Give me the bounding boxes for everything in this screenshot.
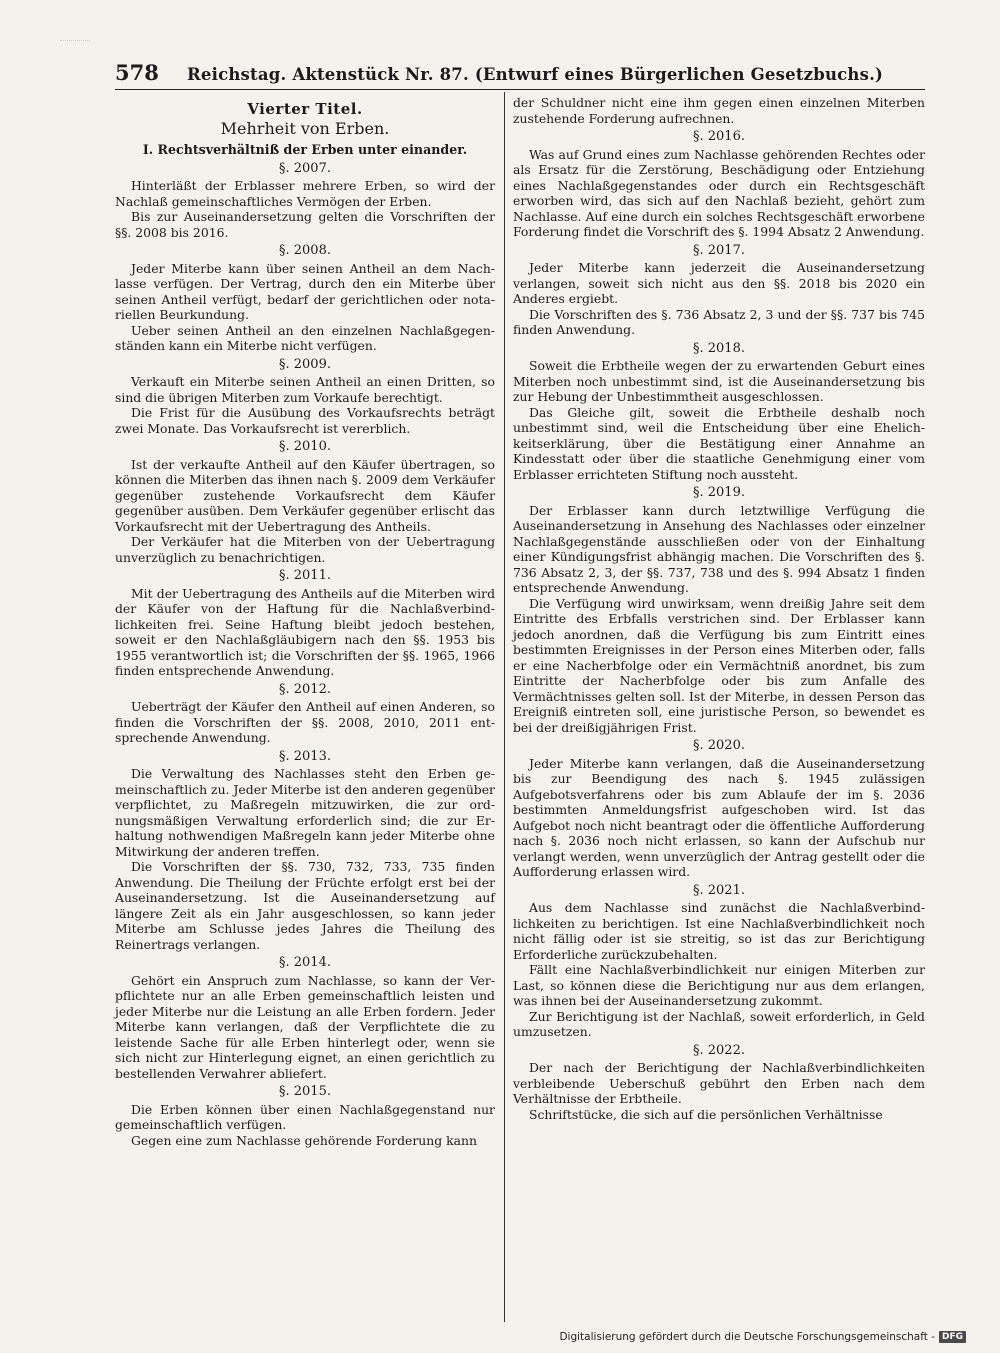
paragraph-text: Die Erben können über einen Nachlaßgegenstand nur gemeinschaftlich verfügen.	[115, 1101, 495, 1132]
paragraph-number: §. 2020.	[693, 738, 745, 753]
paragraph-text: Die Verwaltung des Nachlasses steht den Erben gemeinschaftlich zu. Jeder Miterbe ist den anderen gegenüber verpflichtet, zu Maßregeln mitzuwirken, die zur ordnungsmäßigen Verwaltung erforderlich sind; die zur Erhaltung nothwendigen Maßregeln kann jeder Miterbe ohne Mitwirkung der anderen treffen.	[115, 766, 495, 859]
digitization-footer	[559, 1331, 966, 1343]
paragraph-number: §. 2009.	[279, 356, 331, 372]
paragraph-text: Bis zur Auseinandersetzung gelten die Vorschriften der §§. 2008 bis 2016.	[115, 209, 495, 240]
paragraph-number: §. 2013.	[279, 748, 331, 764]
footer-credit: Digitalisierung gefördert durch die Deutsche Forschungsgemeinschaft -	[559, 1331, 935, 1343]
paragraph-text: Die Vorschriften der §§. 730, 732, 733, 735 finden Anwendung. Die Theilung der Früchte erfolgt erst bei der Auseinandersetzung. Ist die Auseinandersetzung auf längere Zeit als ein Jahr ausgeschlossen, so kann jeder Miterbe am Schlusse jedes Jahres die Theilung des Reinertrags verlangen.	[115, 859, 495, 952]
paragraph-text: Die Verfügung wird unwirksam, wenn dreißig Jahre seit dem Eintritte des Erbfalls verstrichen sind. Der Erblasser kann jedoch anordnen, daß die Verfügung bis zum Eintritt eines bestimmten Ereignisses in der Person eines Miterben oder, falls er eine Nacherbfolge oder ein Vermächtniß anordnet, bis zum Eintritte der Nacherbfolge oder bis zum Anfalle des Vermächtnisses gelten soll. Ist der Miterbe, in dessen Person das Ereigniß eintreten soll, eine juristische Person, so bewendet es bei der dreißigjährigen Frist.	[513, 595, 925, 735]
header-rule	[115, 89, 925, 90]
column-divider	[504, 92, 505, 1322]
paragraph-text: Soweit die Erbtheile wegen der zu erwartenden Geburt eines Miterben noch unbestimmt sind, ist die Auseinandersetzung bis zur Hebung der Unbestimmtheit ausgeschlossen.	[513, 358, 925, 404]
paragraph-text: Gehört ein Anspruch zum Nachlasse, so kann der Verpflichtete nur an alle Erben gemeinschaftlich leisten und jeder Miterbe nur die Leistung an alle Erben fordern. Jeder Miterbe kann verlangen, daß der Verpflichtete die zu leistende Sache für alle Erben hinterlegt oder, wenn sie sich nicht zur Hinterlegung eignet, an einen gerichtlich zu bestellenden Verwahrer abliefert.	[115, 972, 495, 1081]
paragraph-text: Jeder Miterbe kann über seinen Antheil an dem Nachlasse verfügen. Der Vertrag, durch den ein Miterbe über seinen Antheil verfügt, bedarf der gerichtlichen oder notariellen Beurkundung.	[115, 260, 495, 322]
page-header	[115, 60, 925, 86]
paragraph-text: Die Frist für die Ausübung des Vorkaufsrechts beträgt zwei Monate. Das Vorkaufsrecht ist vererblich.	[115, 405, 495, 436]
paragraph-number: §. 2012.	[279, 681, 331, 697]
paragraph-number: §. 2019.	[693, 485, 745, 500]
paragraph-text: Was auf Grund eines zum Nachlasse gehörenden Rechtes oder als Ersatz für die Zerstörung, Beschädigung oder Entziehung eines Nachlaßgegenstandes oder durch ein Rechtsgeschäft erworben wird, das sich auf den Nachlaß bezieht, gehört zum Nachlasse. Auf eine durch ein solches Rechtsgeschäft erworbene Forderung findet die Vorschrift des §. 1994 Absatz 2 Anwendung.	[513, 146, 925, 239]
paragraph-text: Verkauft ein Miterbe seinen Antheil an einen Dritten, so sind die übrigen Miterben zum Vorkaufe berechtigt.	[115, 374, 495, 405]
paragraph-text: Zur Berichtigung ist der Nachlaß, soweit erforderlich, in Geld umzusetzen.	[513, 1008, 925, 1039]
paragraph-number: §. 2014.	[279, 955, 331, 970]
paragraph-number: §. 2016.	[693, 129, 745, 144]
paragraph-number: §. 2010.	[279, 439, 331, 454]
left-column	[115, 95, 495, 1148]
paragraph-number: §. 2021.	[693, 882, 745, 898]
right-column	[513, 95, 925, 1122]
paragraph-text: Hinterläßt der Erblasser mehrere Erben, so wird der Nachlaß gemeinschaftliches Vermögen der Erben.	[115, 178, 495, 209]
paragraph-text: Das Gleiche gilt, soweit die Erbtheile deshalb noch unbestimmt sind, weil die Entscheidung über eine Ehelichkeitserklärung, über die Bestätigung einer Annahme an Kindesstatt oder über die staatliche Genehmigung einer vom Erblasser errichteten Stiftung noch aussteht.	[513, 404, 925, 482]
paragraph-text: Mit der Uebertragung des Antheils auf die Miterben wird der Käufer von der Haftung für die Nachlaßverbindlichkeiten frei. Seine Haftung bleibt jedoch bestehen, soweit er den Nachlaßgläubigern nach den §§. 1953 bis 1955 verantwortlich ist; die Vorschriften der §§. 1965, 1966 finden entsprechende Anwendung.	[115, 585, 495, 678]
part-subtitle: Mehrheit von Erben.	[220, 118, 390, 138]
paragraph-text: Ueberträgt der Käufer den Antheil auf einen Anderen, so finden die Vorschriften der §§. 2008, 2010, 2011 entsprechende Anwendung.	[115, 699, 495, 745]
paragraph-text: der Schuldner nicht eine ihm gegen einen einzelnen Miterben zustehende Forderung aufrechnen.	[513, 95, 925, 126]
scan-speck	[60, 40, 90, 49]
paragraph-number: §. 2008.	[279, 243, 331, 258]
running-head: Reichstag. Aktenstück Nr. 87. (Entwurf eines Bürgerlichen Gesetzbuchs.)	[187, 65, 884, 84]
paragraph-text: Gegen eine zum Nachlasse gehörende Forderung kann	[131, 1132, 477, 1148]
paragraph-text: Schriftstücke, die sich auf die persönlichen Verhältnisse	[529, 1106, 883, 1122]
paragraph-text: Jeder Miterbe kann jederzeit die Auseinandersetzung verlangen, soweit sich nicht aus den §§. 2018 bis 2020 ein Anderes ergiebt.	[513, 260, 925, 306]
paragraph-text: Der nach der Berichtigung der Nachlaßverbindlichkeiten verbleibende Ueberschuß gebührt den Erben nach dem Verhältnisse der Erbtheile.	[513, 1060, 925, 1106]
paragraph-text: Der Verkäufer hat die Miterben von der Uebertragung unverzüglich zu benachrichtigen.	[115, 534, 495, 565]
paragraph-number: §. 2007.	[279, 160, 331, 176]
paragraph-number: §. 2015.	[279, 1084, 331, 1099]
page-number: 578	[115, 60, 159, 85]
paragraph-number: §. 2022.	[693, 1042, 745, 1058]
dfg-logo-icon: DFG	[939, 1331, 966, 1343]
paragraph-text: Die Vorschriften des §. 736 Absatz 2, 3 und der §§. 737 bis 745 finden Anwendung.	[513, 306, 925, 337]
paragraph-text: Ist der verkaufte Antheil auf den Käufer übertragen, so können die Miterben das ihnen nach §. 2009 dem Verkäufer gegenüber zustehende Vorkaufsrecht dem Käufer gegenüber ausüben. Dem Verkäufer gegenüber erlischt das Vorkaufsrecht mit der Uebertragung des Antheils.	[115, 456, 495, 534]
section-heading: I. Rechtsverhältniß der Erben unter einander.	[142, 142, 468, 157]
part-title: Vierter Titel.	[247, 100, 363, 118]
paragraph-text: Jeder Miterbe kann verlangen, daß die Auseinandersetzung bis zur Beendigung des nach §. 1945 zulässigen Aufgebotsverfahrens oder bis zum Ablaufe der im §. 2036 bestimmten Anmeldungsfrist aufgeschoben wird. Ist das Aufgebot noch nicht beantragt oder die öffentliche Aufforderung nach §. 2036 noch nicht erlassen, so kann der Aufschub nur verlangt werden, wenn unverzüglich der Antrag gestellt oder die Aufforderung erlassen wird.	[513, 755, 925, 879]
paragraph-text: Aus dem Nachlasse sind zunächst die Nachlaßverbindlichkeiten zu berichtigen. Ist eine Nachlaßverbindlichkeit noch nicht fällig oder ist sie streitig, so ist das zur Berichtigung Erforderliche zurückzubehalten.	[513, 900, 925, 962]
paragraph-text: Der Erblasser kann durch letztwillige Verfügung die Auseinandersetzung in Ansehung des Nachlasses oder einzelner Nachlaßgegenstände ausschließen oder von der Einhaltung einer Kündigungsfrist abhängig machen. Die Vorschriften des §. 736 Absatz 2, 3, der §§. 737, 738 und des §. 994 Absatz 1 finden entsprechende Anwendung.	[513, 502, 925, 595]
paragraph-number: §. 2018.	[693, 340, 745, 356]
paragraph-number: §. 2011.	[279, 568, 331, 583]
paragraph-text: Ueber seinen Antheil an den einzelnen Nachlaßgegenständen kann ein Miterbe nicht verfügen.	[115, 322, 495, 353]
paragraph-text: Fällt eine Nachlaßverbindlichkeit nur einigen Miterben zur Last, so können diese die Berichtigung nur aus dem erlangen, was ihnen bei der Auseinandersetzung zukommt.	[513, 962, 925, 1008]
paragraph-number: §. 2017.	[693, 242, 745, 258]
